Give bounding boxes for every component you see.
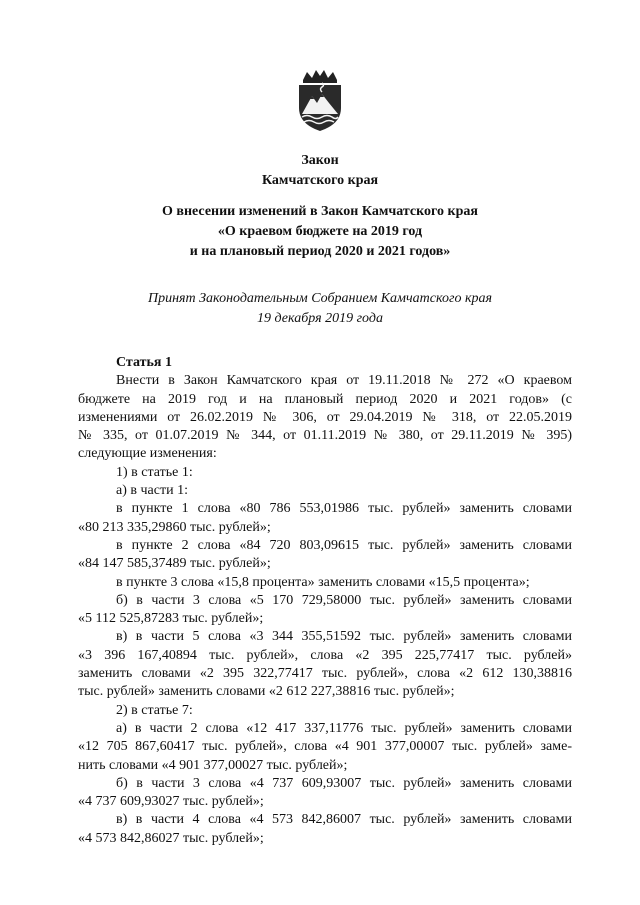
law-subtitle — [0, 202, 640, 262]
text-line: «4 737 609,93027 тыс. рублей»; — [78, 794, 264, 810]
kamchatka-coat-of-arms-icon — [295, 70, 345, 132]
law-subtitle-line-3: и на плановый период 2020 и 2021 годов» — [189, 244, 451, 259]
text-line: следующие изменения: — [78, 446, 217, 462]
text-line: 1) в статье 1: — [116, 464, 193, 480]
text-line: б) в части 3 слова «4 737 609,93007 тыс. рублей» заменить словами — [116, 775, 572, 791]
text-line: «84 147 585,37489 тыс. рублей»; — [78, 556, 271, 572]
text-line: б) в части 3 слова «5 170 729,58000 тыс. рублей» заменить словами — [116, 592, 572, 608]
text-line: в пункте 3 слова «15,8 процента» заменить словами «15,5 процента»; — [116, 574, 530, 590]
text-line: в пункте 2 слова «84 720 803,09615 тыс. рублей» заменить словами — [116, 537, 572, 553]
law-subtitle-line-1: О внесении изменений в Закон Камчатского края — [162, 204, 478, 219]
text-line: Внести в Закон Камчатского края от 19.11.2018 № 272 «О краевом — [116, 373, 572, 389]
text-line: 2) в статье 7: — [116, 702, 193, 718]
law-subtitle-line-2: «О краевом бюджете на 2019 год — [217, 224, 423, 239]
adoption-note — [0, 289, 640, 329]
text-line: в) в части 4 слова «4 573 842,86007 тыс. рублей» заменить словами — [116, 812, 572, 828]
text-line: нить словами «4 901 377,00027 тыс. рублей»; — [78, 757, 348, 773]
article-heading: Статья 1 — [116, 355, 172, 370]
text-line: «3 396 167,40894 тыс. рублей», слова «2 395 225,77417 тыс. рублей» — [78, 647, 572, 663]
article-body — [78, 354, 572, 848]
text-line: «80 213 335,29860 тыс. рублей»; — [78, 519, 271, 535]
text-line: бюджете на 2019 год и на плановый период 2020 и 2021 годов» (с — [78, 391, 572, 407]
text-line: «4 573 842,86027 тыс. рублей»; — [78, 830, 264, 846]
law-title-line-2: Камчатского края — [261, 173, 379, 188]
text-line: тыс. рублей» заменить словами «2 612 227,38816 тыс. рублей»; — [78, 684, 455, 700]
law-title — [0, 151, 640, 191]
text-line: в) в части 5 слова «3 344 355,51592 тыс. рублей» заменить словами — [116, 629, 572, 645]
text-line: № 335, от 01.07.2019 № 344, от 01.11.2019 № 380, от 29.11.2019 № 395) — [78, 428, 572, 444]
adoption-note-line-2: 19 декабря 2019 года — [257, 311, 383, 326]
text-line: изменениями от 26.02.2019 № 306, от 29.04.2019 № 318, от 22.05.2019 — [78, 409, 572, 425]
text-line: «5 112 525,87283 тыс. рублей»; — [78, 611, 264, 627]
law-title-line-1: Закон — [301, 153, 339, 168]
text-line: в пункте 1 слова «80 786 553,01986 тыс. рублей» заменить словами — [116, 501, 572, 517]
text-line: заменить словами «2 395 322,77417 тыс. рублей», слова «2 612 130,38816 — [78, 666, 572, 682]
text-line: а) в части 2 слова «12 417 337,11776 тыс. рублей» заменить словами — [116, 720, 572, 736]
adoption-note-line-1: Принят Законодательным Собранием Камчатского края — [147, 291, 493, 306]
text-line: а) в части 1: — [116, 483, 188, 499]
text-line: «12 705 867,60417 тыс. рублей», слова «4 901 377,00007 тыс. рублей» заме- — [78, 739, 572, 755]
